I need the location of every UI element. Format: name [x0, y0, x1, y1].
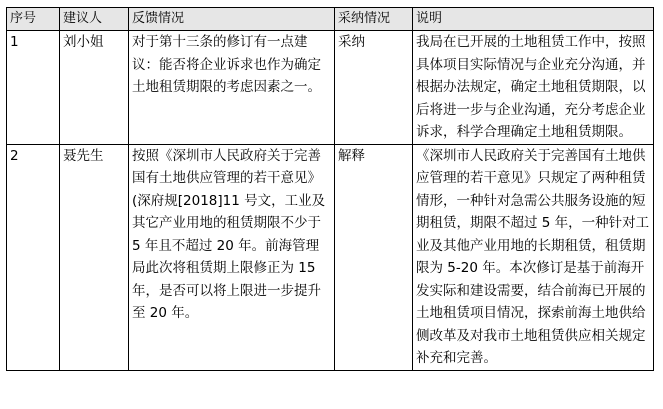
row-proposer: 刘小姐: [60, 31, 129, 145]
table-row: [7, 31, 654, 145]
row-feedback: 按照《深圳市人民政府关于完善国有土地供应管理的若干意见》(深府规[2018]11 号文，工业及其它产业用地的租赁期限不少于 5 年且不超过 20 年。前海管理局此次将租赁期上限修正为 15 年，是否可以将上限进一步提升至 20 年。: [129, 144, 335, 370]
row-explanation: 我局在已开展的土地租赁工作中，按照具体项目实际情况与企业充分沟通，并根据办法规定，确定土地租赁期限，以后将进一步与企业沟通，充分考虑企业诉求，科学合理确定土地租赁期限。: [413, 31, 654, 145]
row-index: 2: [7, 144, 60, 370]
header-feedback: 反馈情况: [129, 8, 335, 31]
row-adoption: 采纳: [335, 31, 413, 145]
feedback-table: [6, 7, 654, 371]
header-explanation: 说明: [413, 8, 654, 31]
row-explanation: 《深圳市人民政府关于完善国有土地供应管理的若干意见》只规定了两种租赁情形，一种针对急需公共服务设施的短期租赁，期限不超过 5 年，一种针对工业及其他产业用地的长期租赁，租赁期限为 5-20 年。本次修订是基于前海开发实际和建设需要，结合前海已开展的土地租赁项目情况，探索前海土地供给侧改革及对我市土地租赁供应相关规定补充和完善。: [413, 144, 654, 370]
row-proposer: 聂先生: [60, 144, 129, 370]
table-header-row: [7, 8, 654, 31]
row-feedback: 对于第十三条的修订有一点建议：能否将企业诉求也作为确定土地租赁期限的考虑因素之一。: [129, 31, 335, 145]
row-adoption: 解释: [335, 144, 413, 370]
row-index: 1: [7, 31, 60, 145]
header-index: 序号: [7, 8, 60, 31]
header-proposer: 建议人: [60, 8, 129, 31]
table-row: [7, 144, 654, 370]
header-adoption: 采纳情况: [335, 8, 413, 31]
